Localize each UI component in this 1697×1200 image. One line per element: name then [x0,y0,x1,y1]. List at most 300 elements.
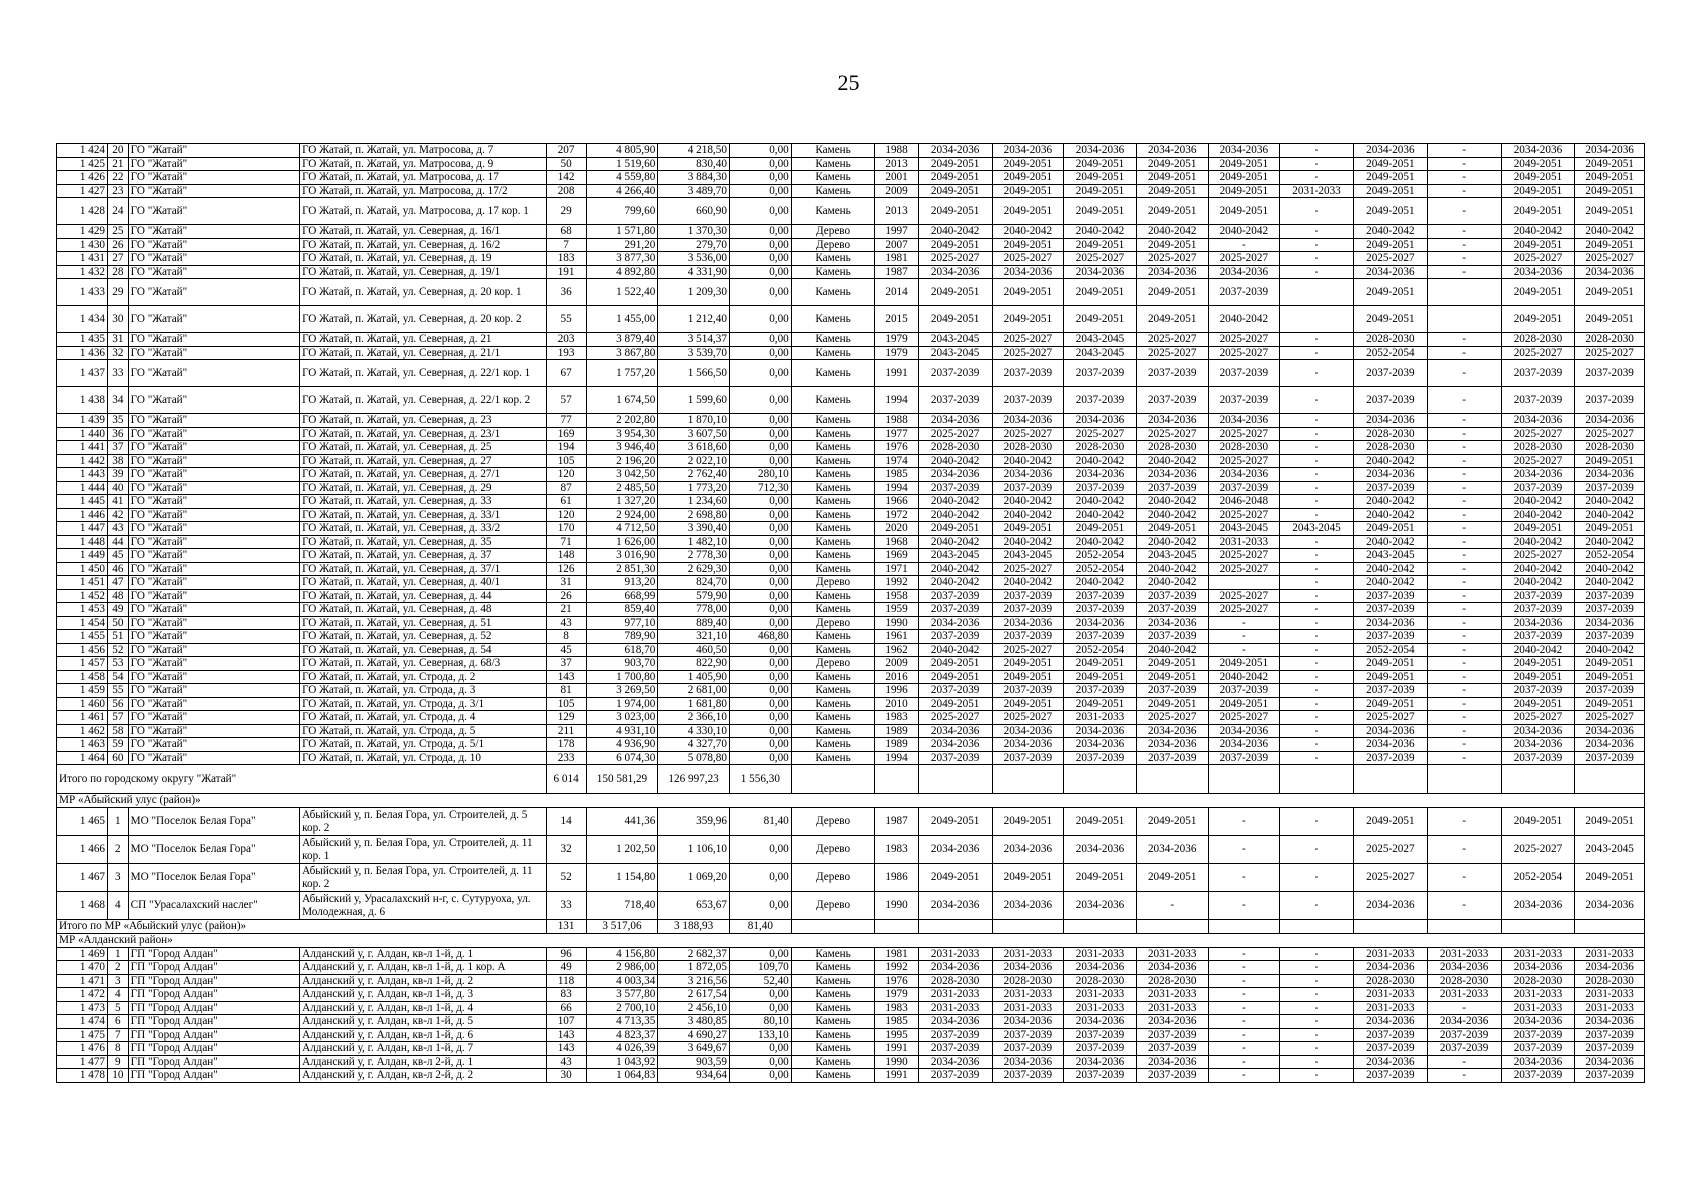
table-cell: Камень [791,360,875,387]
table-cell: Камень [791,1015,875,1029]
table-cell: 1958 [875,589,918,603]
table-cell: 1 463 [57,738,108,752]
table-cell: 2052-2054 [1064,549,1137,563]
table-cell: 46 [108,562,129,576]
total-value: 131 [546,920,586,934]
table-cell: Дерево [791,576,875,590]
table-cell: - [1427,738,1501,752]
table-cell: ГО "Жатай" [128,225,299,239]
table-row [57,738,1645,752]
table-cell: 1985 [875,468,918,482]
empty-cell [875,765,918,794]
table-cell: - [1427,711,1501,725]
table-cell: ГО "Жатай" [128,589,299,603]
table-cell: - [1208,864,1280,892]
table-cell: 2037-2039 [918,751,992,765]
table-cell: - [1280,697,1354,711]
table-cell: - [1280,836,1354,864]
table-cell: 2040-2042 [992,225,1064,239]
table-cell: ГО Жатай, п. Жатай, ул. Северная, д. 27/1 [300,468,546,482]
table-cell: - [1208,1028,1280,1042]
table-cell: 660,90 [658,198,730,225]
table-cell: 2034-2036 [918,414,992,428]
table-cell: 0,00 [729,346,791,360]
table-cell: 2037-2039 [918,684,992,698]
table-cell: 2040-2042 [992,576,1064,590]
table-cell: 68 [546,225,586,239]
table-cell: 83 [546,988,586,1002]
table-cell: 4 266,40 [586,184,658,198]
table-cell: - [1427,225,1501,239]
table-cell: - [1427,238,1501,252]
housing-register-table [56,143,1645,1083]
table-cell: ГО "Жатай" [128,643,299,657]
table-cell: 2034-2036 [1208,738,1280,752]
table-cell: 2025-2027 [1575,346,1645,360]
total-value: 1 556,30 [729,765,791,794]
table-cell: 23 [108,184,129,198]
table-cell: 2049-2051 [1064,306,1137,333]
table-cell: 2037-2039 [1575,603,1645,617]
table-cell: ГО "Жатай" [128,414,299,428]
table-cell: 2034-2036 [1353,144,1427,158]
table-cell: 60 [108,751,129,765]
table-cell: 889,40 [658,616,730,630]
table-cell: 2028-2030 [1136,974,1208,988]
table-cell: Камень [791,630,875,644]
table-cell: 2034-2036 [1136,468,1208,482]
table-cell: ГО "Жатай" [128,252,299,266]
table-cell: ГО Жатай, п. Жатай, ул. Северная, д. 23 [300,414,546,428]
table-cell: 2049-2051 [992,522,1064,536]
table-cell: 1 470 [57,961,108,975]
table-cell: 2037-2039 [1501,387,1575,414]
table-row [57,562,1645,576]
table-row [57,1069,1645,1083]
table-cell: 2028-2030 [918,441,992,455]
table-cell: 2025-2027 [1353,711,1427,725]
table-cell: 1991 [875,360,918,387]
table-cell: 2049-2051 [1064,198,1137,225]
table-cell: ГП "Город Алдан" [128,1055,299,1069]
table-cell: ГО Жатай, п. Жатай, ул. Северная, д. 19/1 [300,265,546,279]
table-cell [1427,279,1501,306]
table-cell: Камень [791,198,875,225]
table-cell: ГП "Город Алдан" [128,961,299,975]
table-cell: 0,00 [729,279,791,306]
empty-cell [1353,765,1427,794]
table-cell: - [1280,157,1354,171]
table-cell: 2034-2036 [918,961,992,975]
table-cell: ГО Жатай, п. Жатай, ул. Матросова, д. 9 [300,157,546,171]
table-cell: - [1427,549,1501,563]
total-value: 6 014 [546,765,586,794]
table-cell: 1968 [875,535,918,549]
table-cell: 2034-2036 [992,414,1064,428]
table-cell: 934,64 [658,1069,730,1083]
table-cell: 2049-2051 [992,279,1064,306]
table-cell: - [1208,616,1280,630]
table-cell: 2025-2027 [1353,252,1427,266]
table-row [57,522,1645,536]
table-cell: - [1280,1069,1354,1083]
table-cell: 1976 [875,974,918,988]
table-cell: 0,00 [729,892,791,920]
table-cell: 0,00 [729,738,791,752]
table-cell: 2028-2030 [1064,974,1137,988]
table-cell: 4 327,70 [658,738,730,752]
table-cell: 118 [546,974,586,988]
table-cell: 653,67 [658,892,730,920]
table-cell: ГО Жатай, п. Жатай, ул. Северная, д. 48 [300,603,546,617]
table-cell: - [1280,1028,1354,1042]
table-cell: 2052-2054 [1353,643,1427,657]
table-cell: ГО "Жатай" [128,576,299,590]
table-cell: 2037-2039 [1501,360,1575,387]
table-cell: - [1427,1055,1501,1069]
empty-cell [1575,765,1645,794]
table-cell: ГО Жатай, п. Жатай, ул. Северная, д. 33/1 [300,508,546,522]
table-cell: 33 [546,892,586,920]
table-cell: 1 438 [57,387,108,414]
table-cell: ГО Жатай, п. Жатай, ул. Северная, д. 22/1 кор. 2 [300,387,546,414]
table-cell: 2034-2036 [918,468,992,482]
table-cell: 321,10 [658,630,730,644]
table-cell: 4 003,34 [586,974,658,988]
empty-cell [1575,920,1645,934]
table-cell: 2031-2033 [1136,1001,1208,1015]
table-cell: - [1280,144,1354,158]
table-cell: 2040-2042 [1575,225,1645,239]
table-cell: 2034-2036 [1136,961,1208,975]
table-cell: 2031-2033 [1064,1001,1137,1015]
table-cell: ГО Жатай, п. Жатай, ул. Матросова, д. 17 кор. 1 [300,198,546,225]
table-cell: 2034-2036 [1064,724,1137,738]
table-cell: 2 456,10 [658,1001,730,1015]
table-cell: 120 [546,468,586,482]
table-cell: 2037-2039 [918,360,992,387]
table-cell: 4 931,10 [586,724,658,738]
table-cell: - [1280,346,1354,360]
table-cell: 2049-2051 [1501,279,1575,306]
table-cell: 4 [108,892,129,920]
table-cell: 4 026,39 [586,1042,658,1056]
table-cell: - [1427,724,1501,738]
table-cell: ГП "Город Алдан" [128,1042,299,1056]
table-cell: 4 713,35 [586,1015,658,1029]
table-cell: 1 446 [57,508,108,522]
table-cell: 2040-2042 [918,562,992,576]
table-cell: 1 466 [57,836,108,864]
table-cell: 579,90 [658,589,730,603]
total-label: Итого по городскому округу "Жатай" [57,765,547,794]
empty-cell [1208,920,1280,934]
table-cell: 129 [546,711,586,725]
table-cell: 1 626,00 [586,535,658,549]
table-cell: 52 [546,864,586,892]
empty-cell [1501,765,1575,794]
table-cell: 1990 [875,1055,918,1069]
table-cell: 1 428 [57,198,108,225]
table-cell: 2 629,30 [658,562,730,576]
table-cell: 2034-2036 [1136,738,1208,752]
table-cell: 460,50 [658,643,730,657]
table-cell: 0,00 [729,157,791,171]
table-cell: - [1427,252,1501,266]
table-cell: 2034-2036 [1064,1015,1137,1029]
table-cell: 1961 [875,630,918,644]
table-cell: 1 424 [57,144,108,158]
table-cell: 1 069,20 [658,864,730,892]
table-cell: 50 [546,157,586,171]
table-cell: 2040-2042 [1575,508,1645,522]
table-cell: 3 042,50 [586,468,658,482]
table-cell: 1 459 [57,684,108,698]
table-cell: 1 475 [57,1028,108,1042]
table-cell: 2043-2045 [918,346,992,360]
table-cell: 2037-2039 [1136,1042,1208,1056]
table-cell: 1 458 [57,670,108,684]
table-cell: 2049-2051 [1136,238,1208,252]
table-cell: 2049-2051 [1064,864,1137,892]
table-cell: 4 330,10 [658,724,730,738]
table-cell: ГО "Жатай" [128,711,299,725]
table-cell: Алданский у, г. Алдан, кв-л 1-й, д. 3 [300,988,546,1002]
table-row [57,961,1645,975]
table-cell: 913,20 [586,576,658,590]
table-cell: - [1280,808,1354,836]
table-cell: 80,10 [729,1015,791,1029]
table-cell: 2049-2051 [1136,670,1208,684]
table-cell: 0,00 [729,751,791,765]
table-cell: 52,40 [729,974,791,988]
table-cell: - [1427,346,1501,360]
table-row [57,974,1645,988]
table-cell: 1988 [875,144,918,158]
table-cell: 2034-2036 [992,892,1064,920]
table-cell: 2031-2033 [1501,988,1575,1002]
section-label: МР «Абыйский улус (район)» [57,794,1645,808]
table-cell: ГО Жатай, п. Жатай, ул. Строда, д. 3 [300,684,546,698]
table-cell: 0,00 [729,603,791,617]
table-cell: 2049-2051 [1353,657,1427,671]
table-cell: 1 439 [57,414,108,428]
table-cell: 2034-2036 [992,1055,1064,1069]
table-cell: 2034-2036 [1353,724,1427,738]
table-cell: 1974 [875,454,918,468]
table-cell: 2034-2036 [1353,961,1427,975]
empty-cell [1280,920,1354,934]
table-cell: 718,40 [586,892,658,920]
table-cell: 2040-2042 [918,495,992,509]
empty-cell [1280,765,1354,794]
table-cell: 0,00 [729,535,791,549]
table-cell: 2031-2033 [1353,988,1427,1002]
table-row [57,252,1645,266]
table-cell: 3 489,70 [658,184,730,198]
table-cell: 2049-2051 [918,184,992,198]
table-cell: 2037-2039 [1064,360,1137,387]
table-cell: 2037-2039 [1208,360,1280,387]
table-cell: - [1208,1069,1280,1083]
table-cell: 27 [108,252,129,266]
table-cell: МО "Поселок Белая Гора" [128,836,299,864]
table-cell: 2049-2051 [1064,697,1137,711]
table-cell: 2049-2051 [918,864,992,892]
table-cell: 1 460 [57,697,108,711]
table-cell: ГО Жатай, п. Жатай, ул. Строда, д. 5/1 [300,738,546,752]
table-cell: 2049-2051 [1501,198,1575,225]
table-cell: ГО Жатай, п. Жатай, ул. Северная, д. 33/2 [300,522,546,536]
empty-cell [918,765,992,794]
table-cell: 2049-2051 [1136,184,1208,198]
table-cell: ГО "Жатай" [128,738,299,752]
table-cell: Камень [791,603,875,617]
table-cell: ГО "Жатай" [128,481,299,495]
empty-cell [1064,765,1137,794]
table-cell: ГО Жатай, п. Жатай, ул. Северная, д. 21 [300,333,546,347]
table-cell: 2049-2051 [992,670,1064,684]
table-cell: 2034-2036 [1064,738,1137,752]
table-cell: ГО Жатай, п. Жатай, ул. Северная, д. 19 [300,252,546,266]
table-row [57,657,1645,671]
table-cell: 50 [108,616,129,630]
table-cell: - [1208,1001,1280,1015]
table-cell: 2040-2042 [1136,576,1208,590]
table-cell: 2028-2030 [1427,974,1501,988]
table-cell: 1966 [875,495,918,509]
table-cell [1280,306,1354,333]
table-cell: 1 465 [57,808,108,836]
table-cell: 43 [546,616,586,630]
table-cell: 0,00 [729,387,791,414]
table-cell: 2049-2051 [1136,697,1208,711]
table-cell [1280,279,1354,306]
table-cell: 87 [546,481,586,495]
table-cell: - [1280,171,1354,185]
table-cell: 0,00 [729,657,791,671]
table-cell: Алданский у, г. Алдан, кв-л 1-й, д. 7 [300,1042,546,1056]
table-cell: 2037-2039 [992,481,1064,495]
table-cell: 2034-2036 [1501,468,1575,482]
table-cell: 2025-2027 [1208,562,1280,576]
table-cell: 8 [546,630,586,644]
table-cell: 2049-2051 [918,157,992,171]
table-cell: 8 [108,1042,129,1056]
table-cell: 2037-2039 [1501,603,1575,617]
table-cell: Камень [791,522,875,536]
table-cell: ГО Жатай, п. Жатай, ул. Матросова, д. 17/2 [300,184,546,198]
table-cell: 2034-2036 [1136,414,1208,428]
table-cell: Дерево [791,892,875,920]
table-cell: ГО "Жатай" [128,535,299,549]
table-cell: - [1280,1001,1354,1015]
table-cell: 1 870,10 [658,414,730,428]
table-cell: 1988 [875,414,918,428]
table-cell: - [1280,603,1354,617]
table-cell: 359,96 [658,808,730,836]
table-cell: ГО "Жатай" [128,184,299,198]
table-cell: 2034-2036 [1064,892,1137,920]
table-cell: 468,80 [729,630,791,644]
table-cell: 2049-2051 [1208,171,1280,185]
table-cell: 2049-2051 [992,198,1064,225]
table-cell: 2 924,00 [586,508,658,522]
table-cell: - [1280,1015,1354,1029]
table-cell: 1 437 [57,360,108,387]
table-cell: Камень [791,643,875,657]
table-row [57,836,1645,864]
table-cell: Камень [791,481,875,495]
table-cell: ГО Жатай, п. Жатай, ул. Северная, д. 35 [300,535,546,549]
table-cell: 2037-2039 [1353,684,1427,698]
table-cell: 2034-2036 [1064,616,1137,630]
table-cell: 712,30 [729,481,791,495]
table-cell: 2049-2051 [1064,238,1137,252]
table-cell: Камень [791,387,875,414]
table-cell: 2034-2036 [1353,616,1427,630]
table-cell: 2001 [875,171,918,185]
table-row [57,427,1645,441]
table-cell: 2031-2033 [918,988,992,1002]
table-cell: 1 425 [57,157,108,171]
table-cell: 2034-2036 [1575,892,1645,920]
table-row [57,670,1645,684]
table-cell: 7 [108,1028,129,1042]
table-cell: 51 [108,630,129,644]
table-cell: 40 [108,481,129,495]
table-cell: 143 [546,1028,586,1042]
table-cell: 2037-2039 [1353,360,1427,387]
table-cell: 2025-2027 [1136,333,1208,347]
table-cell: 2034-2036 [992,738,1064,752]
table-cell: - [1280,864,1354,892]
table-row [57,1042,1645,1056]
table-cell: - [1427,468,1501,482]
table-cell: 2028-2030 [1501,441,1575,455]
table-cell: 5 078,80 [658,751,730,765]
table-cell: 2 [108,836,129,864]
table-cell: 2031-2033 [1575,947,1645,961]
table-cell: 2049-2051 [1501,670,1575,684]
empty-cell [1064,920,1137,934]
table-cell: 2049-2051 [1064,808,1137,836]
table-cell: 2037-2039 [1208,684,1280,698]
table-cell: ГО Жатай, п. Жатай, ул. Северная, д. 37 [300,549,546,563]
table-row [57,1028,1645,1042]
table-cell: 2049-2051 [1575,279,1645,306]
table-cell: 2007 [875,238,918,252]
table-cell: 2034-2036 [1427,961,1501,975]
table-cell: Камень [791,1001,875,1015]
table-cell: ГО "Жатай" [128,198,299,225]
table-cell: 0,00 [729,947,791,961]
table-cell: 2016 [875,670,918,684]
table-cell: 2049-2051 [1501,657,1575,671]
table-cell: ГО "Жатай" [128,265,299,279]
table-cell: 1 453 [57,603,108,617]
table-cell: - [1280,495,1354,509]
table-cell: 2037-2039 [1208,387,1280,414]
table-cell: 52 [108,643,129,657]
table-cell: - [1427,441,1501,455]
table-cell: 2040-2042 [1501,576,1575,590]
table-cell: - [1208,1055,1280,1069]
empty-cell [875,920,918,934]
table-row [57,387,1645,414]
table-cell: 2037-2039 [992,360,1064,387]
total-value: 126 997,23 [658,765,730,794]
